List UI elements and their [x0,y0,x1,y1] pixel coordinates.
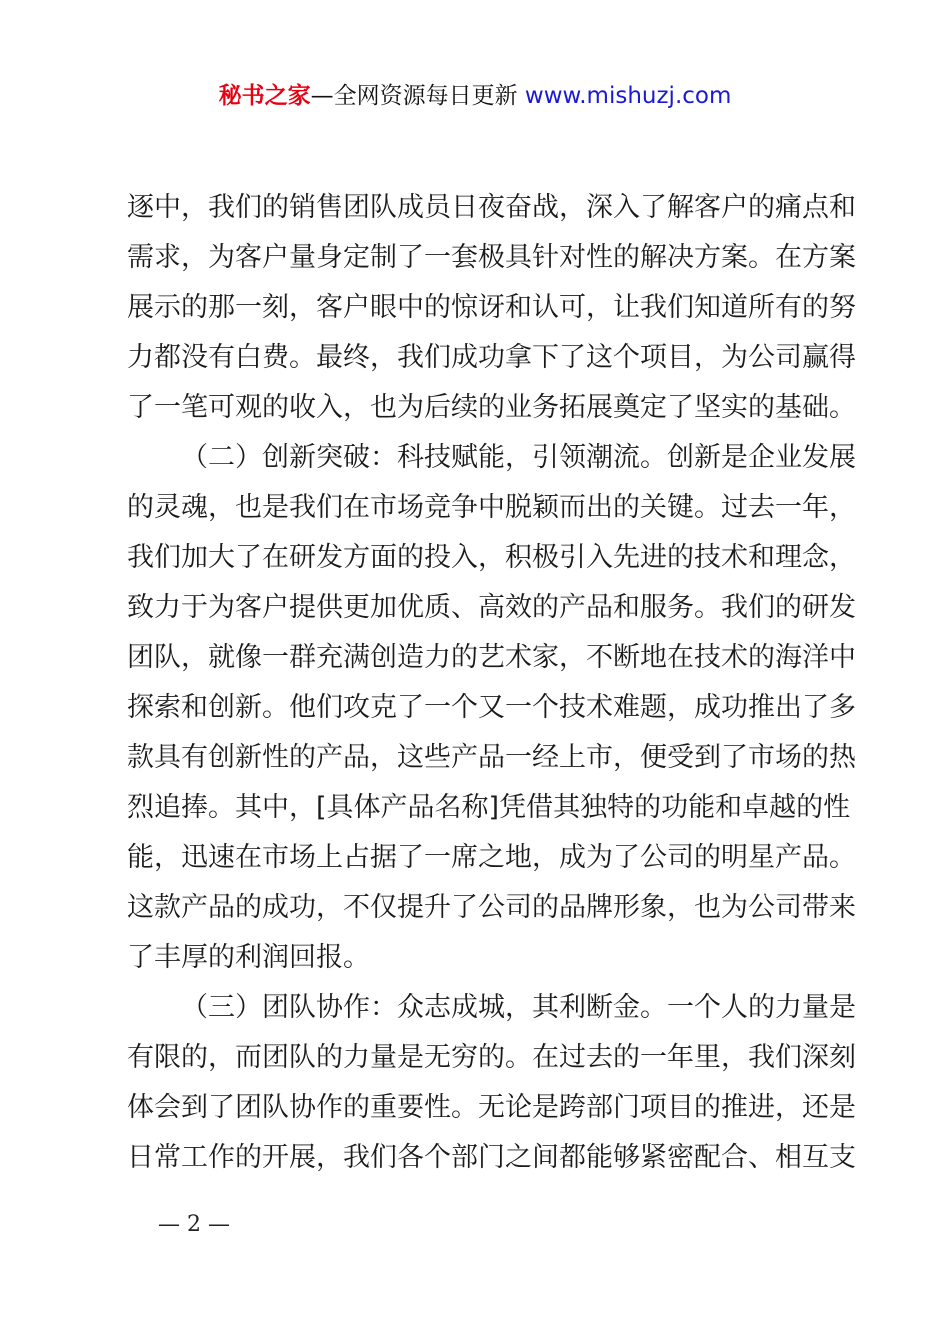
text-line: 能，迅速在市场上占据了一席之地，成为了公司的明星产品。 [127,842,856,873]
section-heading-line: （二）创新突破：科技赋能，引领潮流。创新是企业发展 [181,442,856,473]
header-tagline: —全网资源每日更新 [310,83,525,109]
text-line: 力都没有白费。最终，我们成功拿下了这个项目，为公司赢得 [127,342,856,373]
text-line: 需求，为客户量身定制了一套极具针对性的解决方案。在方案 [127,242,856,273]
text-line: 烈追捧。其中，[具体产品名称]凭借其独特的功能和卓越的性 [127,792,851,823]
text-line: 探索和创新。他们攻克了一个又一个技术难题，成功推出了多 [127,692,856,723]
document-body [127,183,856,1183]
text-line: 了丰厚的利润回报。 [127,942,370,973]
text-line: 款具有创新性的产品，这些产品一经上市，便受到了市场的热 [127,742,856,773]
text-line: 逐中，我们的销售团队成员日夜奋战，深入了解客户的痛点和 [127,192,856,223]
page-number: — 2 — [158,1212,230,1237]
text-line: 团队，就像一群充满创造力的艺术家，不断地在技术的海洋中 [127,642,856,673]
section-heading-line: （三）团队协作：众志成城，其利断金。一个人的力量是 [181,992,856,1023]
text-line: 体会到了团队协作的重要性。无论是跨部门项目的推进，还是 [127,1092,856,1123]
text-line: 展示的那一刻，客户眼中的惊讶和认可，让我们知道所有的努 [127,292,856,323]
brand-name: 秘书之家 [218,83,311,109]
text-line: 我们加大了在研发方面的投入，积极引入先进的技术和理念， [127,542,856,573]
site-header [0,80,950,112]
site-url[interactable]: www.mishuzj.com [524,83,732,109]
text-line: 致力于为客户提供更加优质、高效的产品和服务。我们的研发 [127,592,856,623]
text-line: 了一笔可观的收入，也为后续的业务拓展奠定了坚实的基础。 [127,392,856,423]
text-line: 日常工作的开展，我们各个部门之间都能够紧密配合、相互支 [127,1142,856,1173]
text-line: 有限的，而团队的力量是无穷的。在过去的一年里，我们深刻 [127,1042,856,1073]
text-line: 这款产品的成功，不仅提升了公司的品牌形象，也为公司带来 [127,892,856,923]
text-line: 的灵魂，也是我们在市场竞争中脱颖而出的关键。过去一年， [127,492,856,523]
